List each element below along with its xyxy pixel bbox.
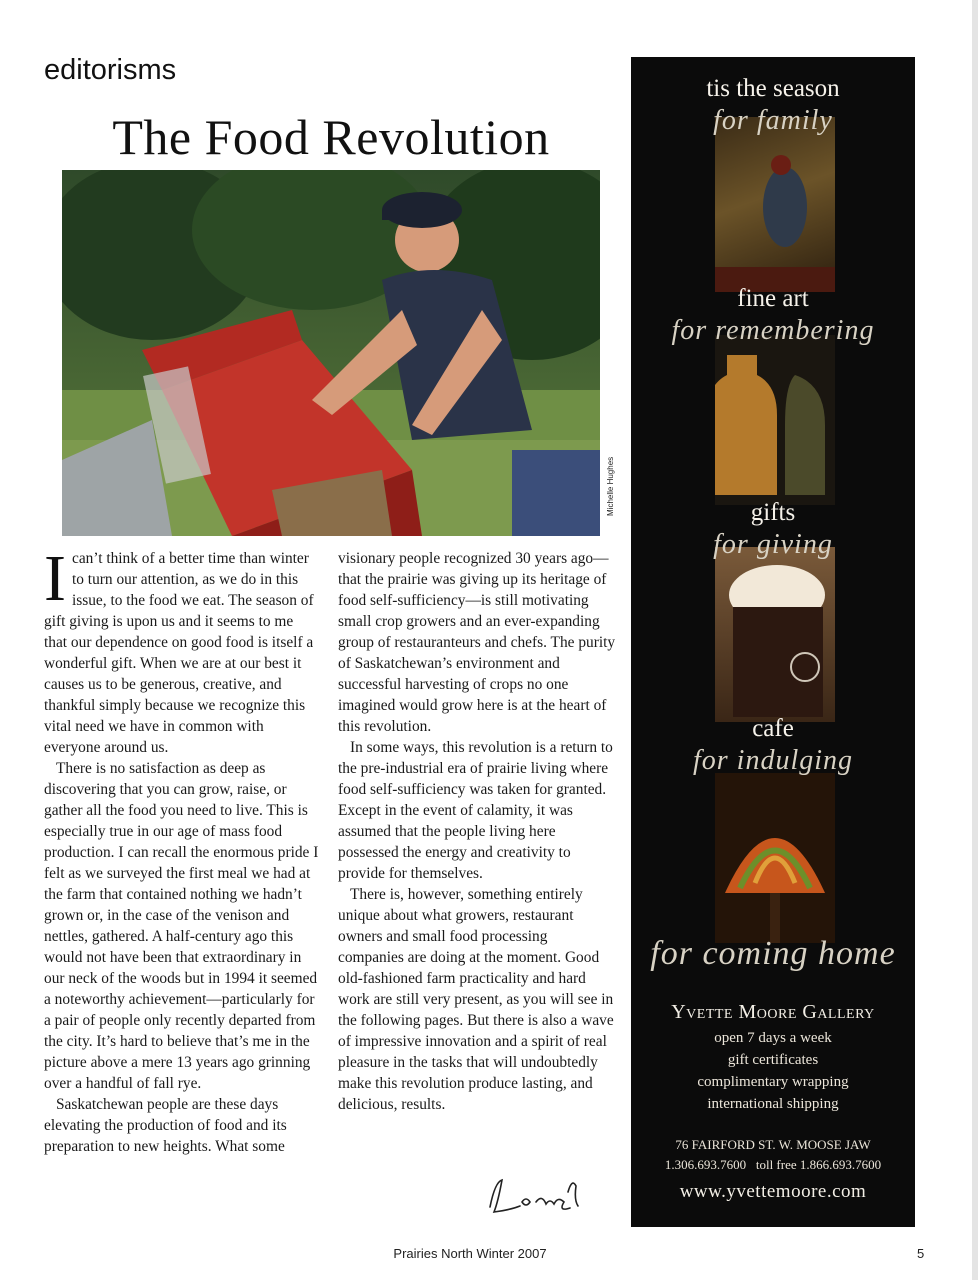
paragraph: Ican’t think of a better time than winter to turn our attention, as we do in this issue, to the food we eat. The season of gift giving is upon us and it seems to me that our dependence on good food is itself a wonderful gift. When we are at our best it causes us to be generous, creative, and thankful simply because we recognize this vital need we have in common with everyone around us. bbox=[44, 542, 314, 756]
section-label: editorisms bbox=[44, 54, 177, 86]
gallery-name: Yvette Moore Gallery bbox=[671, 1001, 875, 1023]
article-photo bbox=[62, 170, 600, 536]
footer-publication: Prairies North Winter 2007 bbox=[393, 1246, 547, 1261]
paragraph: visionary people recognized 30 years ago—that the prairie was giving up its heritage of food self-sufficiency—is still motivating small crop growers and an ever-expanding group of restauranteurs and chefs. The purity of Saskatchewan’s environment and successful harvesting of crops no one imagined would grow here is at the heart of this revolution. bbox=[338, 550, 616, 735]
photo-credit: Michelle Hughes bbox=[606, 456, 615, 516]
article-column-2 bbox=[338, 548, 616, 1115]
service-line: international shipping bbox=[707, 1096, 839, 1112]
paragraph: In some ways, this revolution is a return to the pre-industrial era of prairie living where food self-sufficiency was taken for granted. Except in the event of calamity, it was assumed that the people living here possessed the energy and creativity to provide for themselves. bbox=[338, 739, 613, 882]
service-line: gift certificates bbox=[727, 1052, 819, 1068]
gallery-address: 76 FAIRFORD ST. W. MOOSE JAW bbox=[675, 1137, 871, 1152]
service-line: complimentary wrapping bbox=[697, 1074, 849, 1090]
page-edge bbox=[972, 0, 978, 1280]
ad-script: for remembering bbox=[671, 315, 875, 346]
gallery-phones: 1.306.693.7600 toll free 1.866.693.7600 bbox=[664, 1157, 882, 1172]
ad-heading: tis the season bbox=[706, 75, 840, 102]
paragraph: There is, however, something entirely unique about what growers, restaurant owners and small food processing companies are doing at the moment. Good old-fashioned farm practicality and hard work are still very present, as you will see in the following pages. But there is also a wave of impressive innovation and a spirit of real pleasure in the tasks that will undoubtedly make this revolution produce lasting, and delicious, results. bbox=[338, 886, 614, 1113]
ad-heading: gifts bbox=[750, 499, 796, 526]
ad-script: for giving bbox=[713, 529, 833, 560]
gallery-contact bbox=[631, 1135, 915, 1175]
article-title: The Food Revolution bbox=[112, 109, 550, 165]
gallery-advertisement bbox=[631, 57, 915, 1227]
ad-heading: cafe bbox=[752, 715, 794, 742]
service-line: open 7 days a week bbox=[714, 1030, 832, 1046]
gallery-services bbox=[631, 1027, 915, 1115]
gallery-website[interactable]: www.yvettemoore.com bbox=[679, 1181, 867, 1202]
signature bbox=[480, 1172, 590, 1222]
ad-script: for indulging bbox=[692, 745, 853, 776]
page-number: 5 bbox=[917, 1246, 925, 1261]
ad-photo-pottery bbox=[715, 335, 835, 505]
drop-cap: I bbox=[44, 542, 66, 615]
ad-script: for family bbox=[713, 105, 833, 136]
farmer-with-seeder-illustration bbox=[62, 170, 600, 536]
paragraph: Saskatchewan people are these days elevating the production of food and its preparation to new heights. What some bbox=[44, 1096, 287, 1155]
ad-closing-script: for coming home bbox=[650, 935, 896, 972]
ad-photo-lamp bbox=[715, 773, 835, 943]
ad-photo-drink bbox=[715, 547, 835, 722]
ad-photo-rooster bbox=[715, 117, 835, 292]
article-column-1 bbox=[44, 542, 320, 1157]
paragraph: There is no satisfaction as deep as discovering that you can grow, raise, or gather all the food you need to live. This is especially true in our age of mass food production. I can recall the enormous pride I felt as we surveyed the first meal we had at the farm that contained nothing we hadn’t grown or, in the case of the venison and nettles, gathered. A half-century ago this would not have been that extraordinary in our neck of the woods but in 1994 it seemed a noteworthy achievement—particularly for a pair of people only recently departed from the city. It’s hard to believe that’s me in the picture above a mere 13 years ago grinning over a handful of fall rye. bbox=[44, 760, 319, 1092]
ad-heading: fine art bbox=[737, 285, 809, 312]
